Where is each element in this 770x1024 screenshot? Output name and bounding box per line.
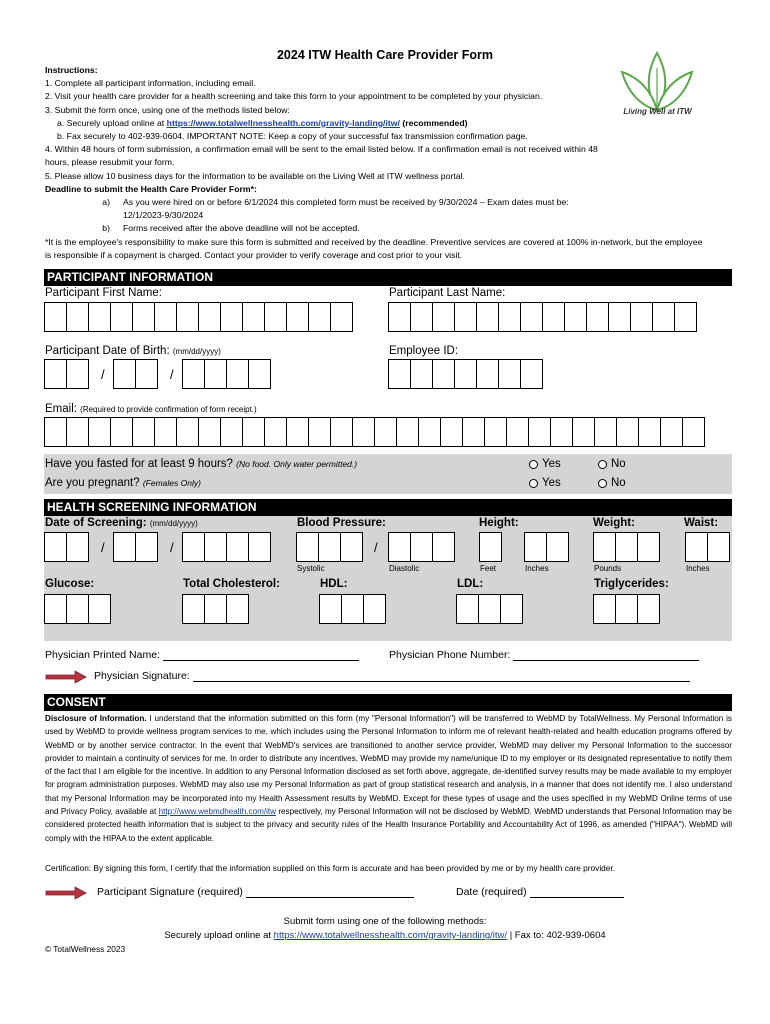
deadline-heading: Deadline to submit the Health Care Provider Form*: — [45, 183, 257, 194]
bp-slash: / — [374, 540, 378, 555]
char-box[interactable] — [593, 532, 616, 562]
char-box[interactable] — [88, 594, 111, 624]
char-box[interactable] — [388, 532, 411, 562]
radio-circle-icon — [529, 460, 538, 469]
char-box[interactable] — [66, 302, 89, 332]
char-box[interactable] — [66, 532, 89, 562]
waist-inches-caption: Inches — [686, 564, 710, 573]
char-box[interactable] — [198, 417, 221, 447]
glucose-label: Glucose: — [45, 578, 95, 590]
ldl-label: LDL: — [457, 578, 484, 590]
char-box[interactable] — [520, 359, 543, 389]
fasted-yes-radio[interactable]: Yes — [529, 458, 561, 470]
arrow-right-icon — [45, 670, 87, 684]
arrow-right-icon — [45, 886, 87, 900]
char-box[interactable] — [615, 594, 638, 624]
char-box[interactable] — [615, 532, 638, 562]
date-line[interactable] — [530, 897, 624, 898]
instruction-3: 3. Submit the form once, using one of the methods listed below: — [45, 104, 290, 115]
last-name-field[interactable] — [388, 302, 696, 332]
char-box[interactable] — [296, 532, 319, 562]
char-box[interactable] — [44, 594, 67, 624]
char-box[interactable] — [432, 359, 455, 389]
char-box[interactable] — [176, 417, 199, 447]
char-box[interactable] — [440, 417, 463, 447]
screening-day-field[interactable] — [113, 532, 157, 562]
char-box[interactable] — [204, 359, 227, 389]
char-box[interactable] — [132, 302, 155, 332]
char-box[interactable] — [330, 417, 353, 447]
char-box[interactable] — [226, 594, 249, 624]
last-name-label: Participant Last Name: — [389, 287, 506, 299]
char-box[interactable] — [242, 302, 265, 332]
char-box[interactable] — [528, 417, 551, 447]
char-box[interactable] — [110, 302, 133, 332]
char-box[interactable] — [685, 532, 708, 562]
diastolic-field[interactable] — [388, 532, 454, 562]
char-box[interactable] — [500, 594, 523, 624]
certification-text: Certification: By signing this form, I certify that the information supplied on this form is accurate and has been provided by me or by my health care provider. — [45, 863, 615, 873]
char-box[interactable] — [462, 417, 485, 447]
char-box[interactable] — [318, 532, 341, 562]
char-box[interactable] — [432, 302, 455, 332]
weight-field[interactable] — [593, 532, 659, 562]
dob-month-field[interactable] — [44, 359, 88, 389]
char-box[interactable] — [432, 532, 455, 562]
triglycerides-label: Triglycerides: — [594, 578, 669, 590]
dob-day-field[interactable] — [113, 359, 157, 389]
char-box[interactable] — [454, 302, 477, 332]
employee-id-label: Employee ID: — [389, 345, 459, 357]
char-box[interactable] — [478, 594, 501, 624]
char-box[interactable] — [484, 417, 507, 447]
char-box[interactable] — [44, 532, 67, 562]
consent-section-header: CONSENT — [44, 694, 732, 711]
char-box[interactable] — [264, 302, 287, 332]
char-box[interactable] — [182, 594, 205, 624]
footer-upload-link[interactable]: https://www.totalwellnesshealth.com/gravity-landing/itw/ — [273, 930, 508, 941]
triglycerides-field[interactable] — [593, 594, 659, 624]
char-box[interactable] — [226, 359, 249, 389]
char-box[interactable] — [132, 417, 155, 447]
radio-circle-icon — [598, 479, 607, 488]
fasted-question: Have you fasted for at least 9 hours? (No food. Only water permitted.) — [45, 458, 358, 470]
participant-signature-line[interactable] — [246, 897, 414, 898]
char-box[interactable] — [660, 417, 683, 447]
physician-signature-row: Physician Signature: — [94, 670, 690, 682]
char-box[interactable] — [616, 417, 639, 447]
char-box[interactable] — [113, 532, 136, 562]
waist-field[interactable] — [685, 532, 729, 562]
upload-line: Securely upload online at https://www.totalwellnesshealth.com/gravity-landing/itw/ | Fax to: 402-939-0604 — [164, 930, 606, 941]
char-box[interactable] — [363, 594, 386, 624]
inches-caption: Inches — [525, 564, 549, 573]
diastolic-caption: Diastolic — [389, 564, 420, 573]
char-box[interactable] — [479, 532, 502, 562]
char-box[interactable] — [454, 359, 477, 389]
char-box[interactable] — [204, 532, 227, 562]
cholesterol-label: Total Cholesterol: — [183, 578, 280, 590]
char-box[interactable] — [586, 302, 609, 332]
consent-text: Disclosure of Information. I understand that the information submitted on this form (my "Personal Information") will be transferred to WebMD by TotalWellness. My Personal Information is used by WebMD to provide wellness program services to me, which includes using the Personal Information to inform me of relevant health-related and health education programs offered by WebMD or by another service contractor. In the event that WebMD's services are transitioned to another service provider, WebMD may deliver my Personal Information to the successor provider to maintain a continuity of services for me. In order to distribute any incentives, WebMD may provide my name/unique ID to my employer or its designated representative to notify them of the fact that I am eligible for the incentive. In addition to any Personal Information disclosed as set forth above, aggregate, de-identified survey results may be made available to my employer for program administration purposes. WebMD may also use my Personal Information as part of group statistical research and analysis, in a manner that does not identify me. I also understand that my Personal Information may be incorporated into my Health Assessment results by WebMD. Except for these types of usage and the uses specified in my WebMD Online terms of use and Privacy Policy, available at http://www.webmdhealth.com/itw respectively, my Personal Information will not be disclosed by WebMD. WebMD understands that Personal Information may be considered protected health information that is subject to the privacy and security rules of the Health Insurance Portability and Accountability Act of 1996, as amended ("HIPAA"). WebMD will comply with the HIPAA to the extent applicable. — [45, 714, 732, 843]
height-inches-field[interactable] — [524, 532, 568, 562]
physician-name-row: Physician Printed Name: — [45, 649, 359, 661]
physician-phone-row: Physician Phone Number: — [389, 649, 699, 661]
instruction-5: 5. Please allow 10 business days for the information to be available on the Living Well at ITW wellness portal. — [45, 170, 465, 181]
screening-year-field[interactable] — [182, 532, 270, 562]
char-box[interactable] — [248, 359, 271, 389]
submit-line: Submit form using one of the following methods: — [283, 916, 487, 927]
char-box[interactable] — [220, 302, 243, 332]
email-label: Email: (Required to provide confirmation of form receipt.) — [45, 403, 257, 415]
deadline-a: a) As you were hired on or before 6/1/2024 this completed form must be received by 9/30/2024 – Exam dates must be: 12/1/2023-9/30/2024 — [102, 197, 569, 221]
date-row: Date (required) — [456, 886, 624, 898]
height-label: Height: — [479, 517, 519, 529]
waist-label: Waist: — [684, 517, 719, 529]
char-box[interactable] — [182, 532, 205, 562]
glucose-field[interactable] — [44, 594, 110, 624]
char-box[interactable] — [550, 417, 573, 447]
char-box[interactable] — [638, 417, 661, 447]
height-feet-field[interactable] — [479, 532, 501, 562]
char-box[interactable] — [182, 359, 205, 389]
char-box[interactable] — [319, 594, 342, 624]
char-box[interactable] — [352, 417, 375, 447]
char-box[interactable] — [682, 417, 705, 447]
char-box[interactable] — [520, 302, 543, 332]
copyright: © TotalWellness 2023 — [45, 944, 126, 954]
systolic-field[interactable] — [296, 532, 362, 562]
instruction-2: 2. Visit your health care provider for a health screening and take this form to your appointment to be completed by your physician. — [45, 91, 543, 102]
char-box[interactable] — [248, 532, 271, 562]
char-box[interactable] — [374, 417, 397, 447]
char-box[interactable] — [707, 532, 730, 562]
participant-section-header: PARTICIPANT INFORMATION — [44, 269, 732, 286]
char-box[interactable] — [456, 594, 479, 624]
char-box[interactable] — [388, 302, 411, 332]
ldl-field[interactable] — [456, 594, 522, 624]
char-box[interactable] — [198, 302, 221, 332]
responsibility-note: *It is the employee's responsibility to make sure this form is submitted and received by the deadline. Preventive services are covered at 100% in-network, but the employee is responsible if a copayment is charged. Contact your provider to verify coverage and cost prior to your visit. — [45, 237, 703, 261]
feet-caption: Feet — [480, 564, 497, 573]
email-field[interactable] — [44, 417, 704, 447]
physician-signature-line[interactable] — [193, 681, 690, 682]
bp-label: Blood Pressure: — [297, 517, 386, 529]
employee-id-field[interactable] — [388, 359, 542, 389]
char-box[interactable] — [396, 417, 419, 447]
instructions-heading: Instructions: — [45, 65, 98, 75]
cholesterol-field[interactable] — [182, 594, 248, 624]
date-slash: / — [101, 540, 105, 555]
char-box[interactable] — [652, 302, 675, 332]
char-box[interactable] — [637, 532, 660, 562]
webmd-link[interactable]: http://www.webmdhealth.com/itw — [158, 807, 276, 817]
char-box[interactable] — [637, 594, 660, 624]
logo-text: Living Well at ITW — [623, 107, 692, 116]
char-box[interactable] — [135, 532, 158, 562]
screening-month-field[interactable] — [44, 532, 88, 562]
pregnant-no-radio[interactable]: No — [598, 477, 626, 489]
char-box[interactable] — [410, 302, 433, 332]
instruction-3b: b. Fax securely to 402-939-0604. IMPORTANT NOTE: Keep a copy of your successful fax transmission confirmation page. — [57, 131, 528, 142]
pounds-caption: Pounds — [594, 564, 622, 573]
char-box[interactable] — [44, 302, 67, 332]
char-box[interactable] — [66, 417, 89, 447]
char-box[interactable] — [410, 359, 433, 389]
systolic-caption: Systolic — [297, 564, 325, 573]
hdl-field[interactable] — [319, 594, 385, 624]
char-box[interactable] — [176, 302, 199, 332]
weight-label: Weight: — [593, 517, 635, 529]
char-box[interactable] — [135, 359, 158, 389]
char-box[interactable] — [154, 417, 177, 447]
date-slash-2: / — [170, 540, 174, 555]
char-box[interactable] — [88, 302, 111, 332]
char-box[interactable] — [506, 417, 529, 447]
instruction-1: 1. Complete all participant information, including email. — [45, 78, 256, 89]
char-box[interactable] — [66, 594, 89, 624]
char-box[interactable] — [476, 302, 499, 332]
char-box[interactable] — [608, 302, 631, 332]
deadline-b: b) Forms received after the above deadline will not be accepted. — [102, 223, 360, 234]
char-box[interactable] — [308, 417, 331, 447]
char-box[interactable] — [242, 417, 265, 447]
form-title: 2024 ITW Health Care Provider Form — [276, 48, 494, 62]
char-box[interactable] — [546, 532, 569, 562]
char-box[interactable] — [498, 359, 521, 389]
pregnant-question: Are you pregnant? (Females Only) — [45, 477, 201, 489]
hdl-label: HDL: — [320, 578, 348, 590]
char-box[interactable] — [154, 302, 177, 332]
char-box[interactable] — [330, 302, 353, 332]
char-box[interactable] — [388, 359, 411, 389]
char-box[interactable] — [88, 417, 111, 447]
char-box[interactable] — [66, 359, 89, 389]
physician-name-line[interactable] — [163, 660, 359, 661]
char-box[interactable] — [44, 417, 67, 447]
char-box[interactable] — [341, 594, 364, 624]
pregnant-yes-radio[interactable]: Yes — [529, 477, 561, 489]
char-box[interactable] — [418, 417, 441, 447]
dob-label: Participant Date of Birth: (mm/dd/yyyy) — [45, 345, 221, 357]
radio-circle-icon — [598, 460, 607, 469]
char-box[interactable] — [572, 417, 595, 447]
char-box[interactable] — [44, 359, 67, 389]
char-box[interactable] — [674, 302, 697, 332]
screening-date-label: Date of Screening: (mm/dd/yyyy) — [45, 517, 198, 529]
char-box[interactable] — [410, 532, 433, 562]
char-box[interactable] — [264, 417, 287, 447]
instruction-3a: a. Securely upload online at https://www.totalwellnesshealth.com/gravity-landing/itw/ (recommended) — [57, 117, 468, 128]
participant-signature-row: Participant Signature (required) — [97, 886, 414, 898]
char-box[interactable] — [340, 532, 363, 562]
char-box[interactable] — [113, 359, 136, 389]
char-box[interactable] — [498, 302, 521, 332]
char-box[interactable] — [593, 594, 616, 624]
char-box[interactable] — [564, 302, 587, 332]
char-box[interactable] — [542, 302, 565, 332]
char-box[interactable] — [524, 532, 547, 562]
char-box[interactable] — [476, 359, 499, 389]
dob-year-field[interactable] — [182, 359, 270, 389]
upload-link[interactable]: https://www.totalwellnesshealth.com/gravity-landing/itw/ — [166, 117, 400, 128]
char-box[interactable] — [110, 417, 133, 447]
instructions — [45, 64, 610, 236]
char-box[interactable] — [226, 532, 249, 562]
char-box[interactable] — [308, 302, 331, 332]
dob-slash: / — [101, 367, 105, 382]
physician-phone-line[interactable] — [513, 660, 699, 661]
char-box[interactable] — [286, 302, 309, 332]
first-name-field[interactable] — [44, 302, 352, 332]
fasted-no-radio[interactable]: No — [598, 458, 626, 470]
char-box[interactable] — [220, 417, 243, 447]
instruction-4: 4. Within 48 hours of form submission, a confirmation email will be sent to the email listed below. If a confirmation email is not received within 48 hours, please resubmit your form. — [45, 144, 598, 168]
char-box[interactable] — [594, 417, 617, 447]
dob-slash-2: / — [170, 367, 174, 382]
char-box[interactable] — [204, 594, 227, 624]
screening-section-header: HEALTH SCREENING INFORMATION — [44, 499, 732, 516]
radio-circle-icon — [529, 479, 538, 488]
char-box[interactable] — [286, 417, 309, 447]
char-box[interactable] — [630, 302, 653, 332]
first-name-label: Participant First Name: — [45, 287, 162, 299]
